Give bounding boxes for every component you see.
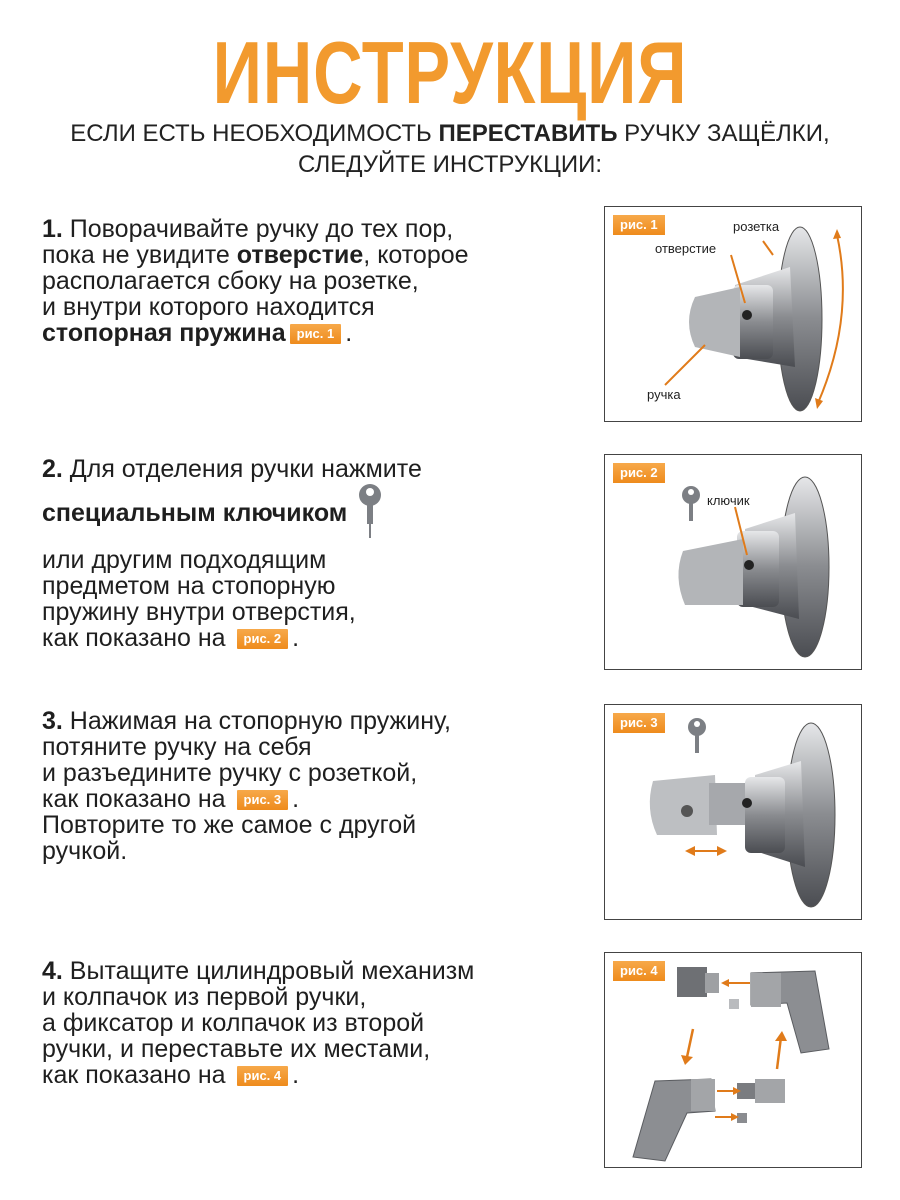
step-text: ручки, и переставьте их местами, xyxy=(42,1035,431,1063)
step-number: 2. xyxy=(42,455,63,483)
step-text: Нажимая на стопорную пружину, xyxy=(62,707,451,735)
figure-badge: рис. 4 xyxy=(613,961,665,981)
step-text: и разъедините ручку с розеткой, xyxy=(42,759,418,787)
step-text: располагается сбоку на розетке, xyxy=(42,267,419,295)
step-text: . xyxy=(292,785,300,813)
figure-3 xyxy=(604,704,862,920)
step-3 xyxy=(42,708,572,864)
step-text: и колпачок из первой ручки, xyxy=(42,983,367,1011)
figure-4 xyxy=(604,952,862,1168)
step-emphasis: специальным ключиком xyxy=(42,499,348,528)
step-number: 3. xyxy=(42,707,63,735)
figure-ref-badge: рис. 4 xyxy=(237,1066,289,1086)
step-4 xyxy=(42,958,572,1088)
step-text: как показано на xyxy=(42,624,233,652)
label-rozetka: розетка xyxy=(733,219,780,234)
figure-badge: рис. 1 xyxy=(613,215,665,235)
step-emphasis: стопорная пружина xyxy=(42,319,286,347)
figure-ref-badge: рис. 1 xyxy=(290,324,342,344)
page-subtitle xyxy=(0,118,900,180)
page-title: ИНСТРУКЦИЯ xyxy=(212,23,688,122)
step-text: пока не увидите xyxy=(42,241,237,269)
step-1 xyxy=(42,216,572,346)
step-text: потяните ручку на себя xyxy=(42,733,312,761)
parts-swap-illustration xyxy=(605,953,861,1167)
step-text: или другим подходящим xyxy=(42,546,327,574)
step-text: Поворачивайте ручку до тех пор, xyxy=(62,215,454,243)
step-text: пружину внутри отверстия, xyxy=(42,598,356,626)
label-otverstie: отверстие xyxy=(655,241,717,256)
step-text: Повторите то же самое с другой xyxy=(42,811,417,839)
step-text: а фиксатор и колпачок из второй xyxy=(42,1009,425,1037)
step-text: . xyxy=(345,319,353,347)
step-text: Вытащите цилиндровый механизм xyxy=(62,957,475,985)
figure-1 xyxy=(604,206,862,422)
step-text: . xyxy=(292,1061,300,1089)
step-text: и внутри которого находится xyxy=(42,293,375,321)
figure-ref-badge: рис. 2 xyxy=(237,629,289,649)
step-text: как показано на xyxy=(42,785,233,813)
step-text: , которое xyxy=(363,241,469,269)
step-number: 4. xyxy=(42,957,63,985)
step-text: предметом на стопорную xyxy=(42,572,336,600)
key-icon xyxy=(353,482,387,547)
subtitle-text: ЕСЛИ ЕСТЬ НЕОБХОДИМОСТЬ xyxy=(70,120,439,147)
figure-ref-badge: рис. 3 xyxy=(237,790,289,810)
door-knob-key-illustration xyxy=(605,455,861,669)
step-2 xyxy=(42,456,572,651)
step-number: 1. xyxy=(42,215,63,243)
step-text: Для отделения ручки нажмите xyxy=(62,455,422,483)
figure-badge: рис. 3 xyxy=(613,713,665,733)
step-text: как показано на xyxy=(42,1061,233,1089)
subtitle-emphasis: ПЕРЕСТАВИТЬ xyxy=(438,120,618,147)
detached-knob-illustration xyxy=(605,705,861,919)
step-emphasis: отверстие xyxy=(236,241,364,269)
subtitle-text: СЛЕДУЙТЕ ИНСТРУКЦИИ: xyxy=(297,151,603,178)
label-klyuchik: ключик xyxy=(707,493,750,508)
step-text: ручкой. xyxy=(42,837,128,865)
label-ruchka: ручка xyxy=(647,387,681,402)
figure-2 xyxy=(604,454,862,670)
door-knob-illustration xyxy=(605,207,861,421)
figure-badge: рис. 2 xyxy=(613,463,665,483)
step-text: . xyxy=(292,624,300,652)
subtitle-text: РУЧКУ ЗАЩЁЛКИ, xyxy=(617,120,830,147)
